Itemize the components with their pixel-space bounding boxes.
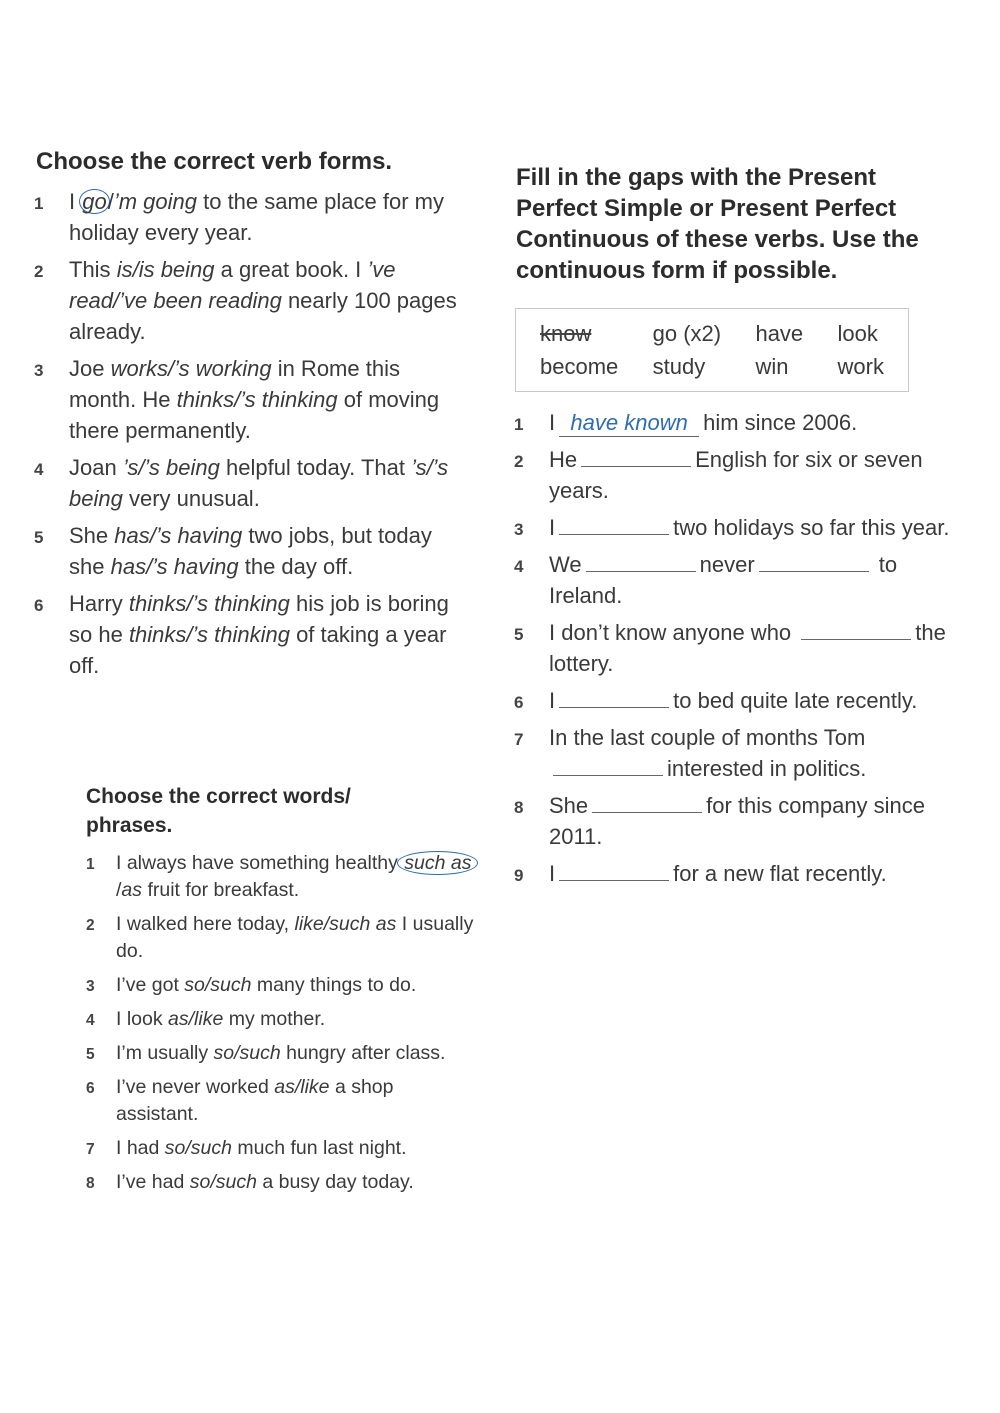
list-item: 9 I for a new flat recently.	[514, 858, 954, 889]
list-item: 6 Harry thinks/’s thinking his job is boring so he thinks/’s thinking of taking a year off.	[34, 591, 449, 678]
item-number: 9	[514, 866, 524, 885]
list-item: 1 I go/’m going to the same place for my holiday every year.	[34, 189, 444, 245]
choice-option[interactable]: has/’s having	[114, 523, 243, 548]
gap-field[interactable]	[586, 549, 696, 572]
list-item: 4 We never to Ireland.	[514, 549, 954, 611]
item-number: 2	[34, 262, 44, 281]
list-item: 5 I don’t know anyone who the lottery.	[514, 617, 954, 679]
item-number: 4	[34, 460, 44, 479]
choice-option[interactable]: as	[121, 879, 143, 901]
circled-answer[interactable]: such as	[397, 851, 478, 875]
item-number: 6	[514, 693, 524, 712]
circled-answer[interactable]: go	[79, 189, 109, 214]
word: become	[540, 354, 619, 379]
item-number: 2	[514, 452, 524, 471]
item-number: 8	[514, 798, 524, 817]
list-item: 8 She for this company since 2011.	[514, 790, 954, 852]
list-item: 1 I always have something healthy such as/as fruit for breakfast.	[86, 850, 476, 904]
choice-option[interactable]: works/’s working	[110, 356, 272, 381]
word: win	[755, 354, 789, 379]
choice-option[interactable]: ’s/’s being	[122, 455, 220, 480]
word: go (x2)	[652, 321, 722, 346]
list-item: 3 I’ve got so/such many things to do.	[86, 972, 476, 999]
list-item: 5 She has/’s having two jobs, but today she has/’s having the day off.	[34, 523, 432, 579]
gap-field[interactable]	[559, 858, 669, 881]
item-number: 5	[514, 625, 524, 644]
item-number: 7	[86, 1141, 95, 1158]
item-number: 7	[514, 730, 524, 749]
item-number: 5	[34, 528, 44, 547]
item-number: 4	[86, 1012, 95, 1029]
item-number: 3	[34, 361, 44, 380]
list-item: 7 I had so/such much fun last night.	[86, 1135, 476, 1162]
word: study	[652, 354, 706, 379]
gap-field[interactable]	[559, 685, 669, 708]
item-number: 1	[514, 415, 524, 434]
answer-field[interactable]: have known	[559, 410, 699, 437]
choice-option[interactable]: like/such as	[294, 913, 397, 935]
item-number: 2	[86, 917, 95, 934]
item-number: 4	[514, 557, 524, 576]
choice-option[interactable]: so/such	[213, 1042, 281, 1064]
exercise-2-list	[86, 850, 476, 1203]
item-number: 6	[86, 1080, 95, 1097]
item-number: 3	[514, 520, 524, 539]
list-item: 4 Joan ’s/’s being helpful today. That ’s/’s being very unusual.	[34, 455, 449, 511]
list-item: 2 He English for six or seven years.	[514, 444, 954, 506]
choice-option[interactable]: has/’s having	[110, 554, 239, 579]
choice-option[interactable]: ’ve read/’ve been reading	[69, 257, 396, 313]
item-number: 8	[86, 1175, 95, 1192]
list-item: 6 I’ve never worked as/like a shop assistant.	[86, 1076, 394, 1125]
item-number: 3	[86, 978, 95, 995]
list-item: 5 I’m usually so/such hungry after class.	[86, 1040, 476, 1067]
item-number: 5	[86, 1046, 95, 1063]
choice-option[interactable]: so/such	[189, 1171, 257, 1193]
item-number: 6	[34, 596, 44, 615]
list-item: 7 In the last couple of months Tom interested in politics.	[514, 725, 867, 781]
choice-option[interactable]: so/such	[184, 974, 252, 996]
list-item: 3 I two holidays so far this year.	[514, 512, 954, 543]
choice-option[interactable]: thinks/’s thinking	[128, 622, 290, 647]
list-item: 4 I look as/like my mother.	[86, 1006, 476, 1033]
list-item: 6 I to bed quite late recently.	[514, 685, 954, 716]
list-item: 2 I walked here today, like/such as I usually do.	[86, 913, 474, 962]
list-item: 8 I’ve had so/such a busy day today.	[86, 1169, 476, 1196]
gap-field[interactable]	[592, 790, 702, 813]
exercise-1-instruction: Choose the correct verb forms.	[36, 148, 393, 175]
gap-field[interactable]	[581, 444, 691, 467]
exercise-1-list	[34, 186, 464, 687]
word: have	[755, 321, 804, 346]
choice-option[interactable]: so/such	[164, 1137, 232, 1159]
choice-option[interactable]: as/like	[274, 1076, 330, 1098]
choice-option[interactable]: as/like	[168, 1008, 224, 1030]
choice-option[interactable]: ’s/’s being	[69, 455, 449, 511]
choice-option[interactable]: thinks/’s thinking	[128, 591, 290, 616]
list-item: 1 I have known him since 2006.	[514, 407, 954, 438]
exercise-3-list	[514, 407, 954, 895]
item-number: 1	[34, 194, 44, 213]
item-number: 1	[86, 856, 95, 873]
gap-field[interactable]	[559, 512, 669, 535]
exercise-2-instruction: Choose the correct words/ phrases.	[86, 785, 351, 837]
gap-field[interactable]	[553, 753, 663, 776]
choice-option[interactable]: is/is being	[116, 257, 215, 282]
gap-field[interactable]	[801, 617, 911, 640]
exercise-3-instruction: Fill in the gaps with the Present Perfect Simple or Present Perfect Continuous of these verbs. Use the continuous form if possible.	[516, 164, 919, 284]
word: look	[837, 321, 878, 346]
word-box	[515, 308, 909, 392]
list-item: 2 This is/is being a great book. I ’ve read/’ve been reading nearly 100 pages already.	[34, 257, 457, 344]
word-used: know	[540, 321, 592, 346]
list-item: 3 Joe works/’s working in Rome this month. He thinks/’s thinking of moving there permanently.	[34, 356, 440, 443]
gap-field[interactable]	[759, 549, 869, 572]
word: work	[837, 354, 884, 379]
choice-option[interactable]: thinks/’s thinking	[176, 387, 338, 412]
